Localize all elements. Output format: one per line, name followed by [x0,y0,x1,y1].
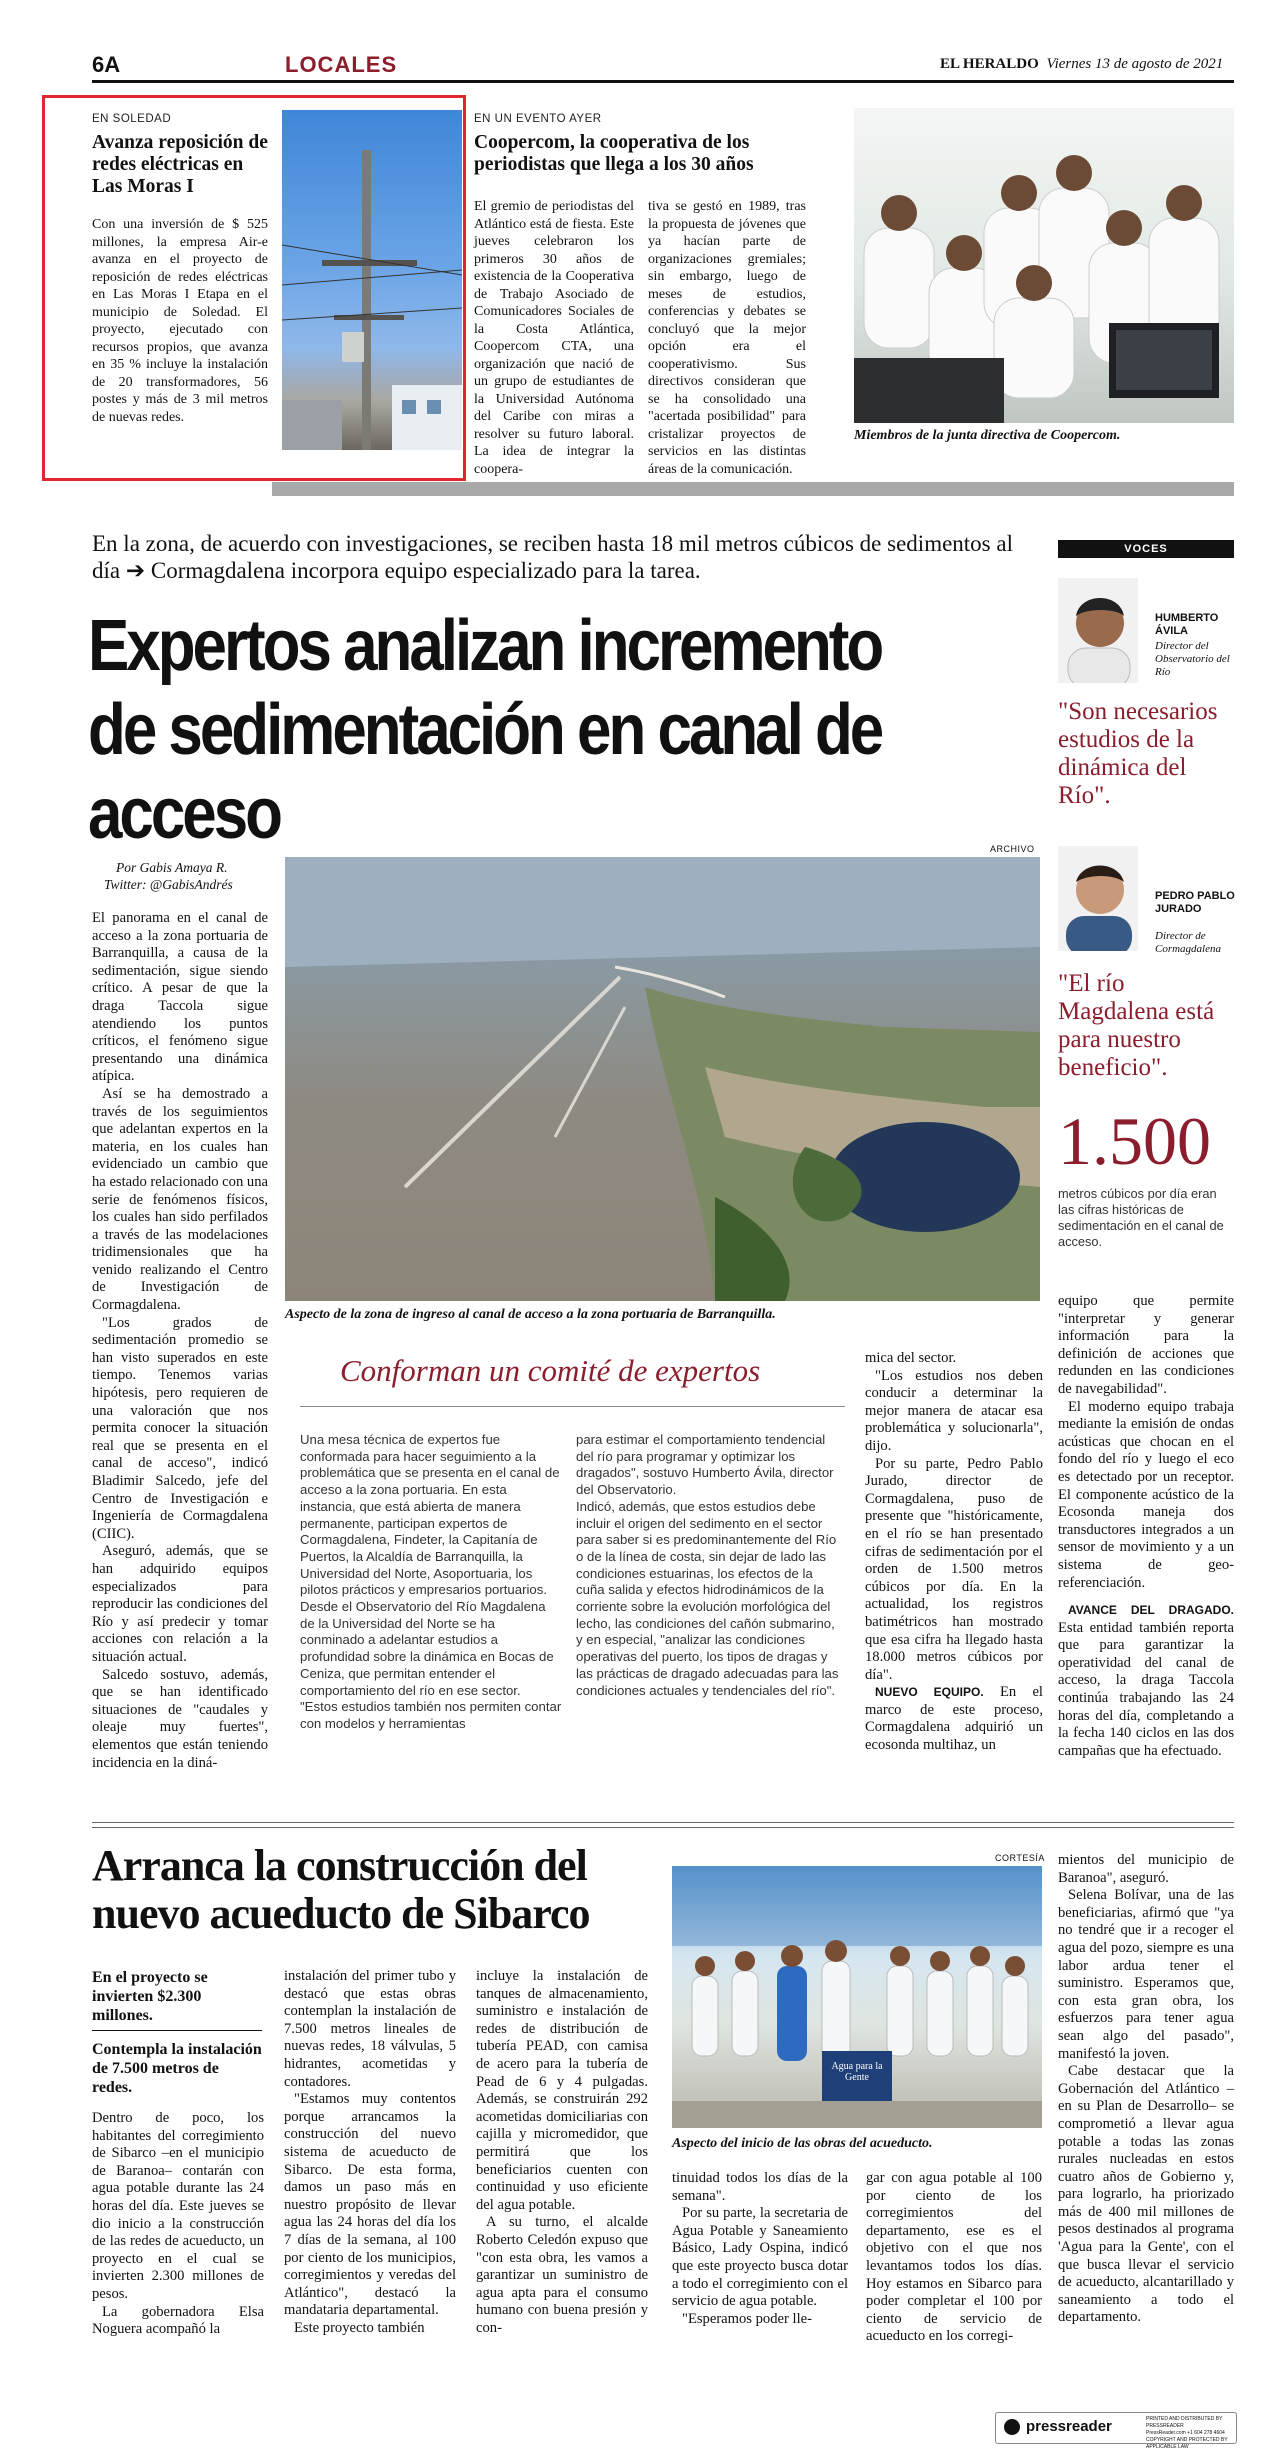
photo-credit-archivo: ARCHIVO [990,844,1035,854]
main-col3 [865,1350,1043,1755]
portrait-illustration [1058,578,1138,683]
box-title: Conforman un comité de expertos [340,1353,761,1388]
paragraph-tail: Esta entidad también reporta que para garantizar la operatividad del canal de acceso, la draga Taccola continúa trabajando las 24 horas del día, completando a la fecha 140 ciclos en las dos campañas que ha efectuado. [1058,1619,1234,1759]
page-number: 6A [92,52,121,77]
box-paragraph: para estimar el comportamiento tendencial del río para programar y optimizar los dragados", sostuvo Humberto Ávila, director del Observatorio. [576,1432,834,1498]
voces-quote-1: "Son necesarios estudios de la dinámica del Río". [1058,698,1218,809]
story3-deck1: En el proyecto se invierten $2.300 millones. [92,1969,208,2024]
note-line-3: COPYRIGHT AND PROTECTED BY APPLICABLE LAW [1146,2437,1228,2450]
paragraph: Por su parte, la secretaria de Agua Potable y Saneamiento Básico, Lady Ospina, indicó que este proyecto busca dotar a todo el corregimiento con el servicio de agua potable. [672,2205,848,2310]
sign-text: Agua para la Gente [831,2061,883,2083]
paragraph: equipo que permite "interpretar y generar información para la definición de acciones que redunden en las condiciones de navegabilidad". [1058,1293,1234,1397]
main-headline: Expertos analizan incremento de sedimentación en canal de acceso [88,606,882,854]
paragraph: Selena Bolívar, una de las beneficiarias, afirmó que "ya no tendré que ir a recoger el agua del pozo, siempre es una labor ardua tener el suministro. Esperamos que, con esta gran obra, los esfuerzos para tener agua sean algo del pasado", manifestó la joven. [1058,1887,1234,2062]
header-rule [92,80,1234,83]
paragraph: A su turno, el alcalde Roberto Celedón expuso que "con esta obra, les vamos a garantizar un suministro de agua apta para el consumo humano con buena presión y con- [476,2214,648,2336]
voces-stat: 1.500 [1058,1103,1211,1179]
story3-col2 [284,1968,456,2337]
pressreader-logo-icon [1004,2419,1020,2435]
pressreader-brand: pressreader [1026,2418,1112,2435]
box-paragraph: Indicó, además, que estos estudios debe incluir el origen del sedimento en el sector para saber si es predominantemente del Río o de la línea de costa, sin dejar de lado las condiciones estuarinas, los efectos de la cuña salida y efectos hidrodinámicos de la corriente sobre la evolución morfológica del lecho, las condiciones del cañón submarino, y en especial, "analizar las condiciones operativas del puerto, los tipos de dragas y las prácticas de dragado adecuadas para las condiciones actuales y tendenciales del río". [576,1498,839,1698]
note-line-2: PressReader.com +1 604 278 4604 [1146,2430,1225,2436]
lead-in: NUEVO EQUIPO. [875,1685,984,1700]
story3-col1 [92,2110,264,2339]
paragraph: Salcedo sostuvo, además, que se han identificado situaciones de "caudales y oleaje muy fuertes", elementos que están teniendo incidencia en la diná- [92,1666,268,1771]
story2-title: Coopercom, la cooperativa de los periodistas que llega a los 30 años [474,132,754,175]
story3-photo [672,1866,1042,2128]
paragraph: "Los grados de sedimentación promedio se han visto superados en este tiempo. Tenemos varias hipótesis, pero requieren de una valoración que nos permita conocer la situación real que se presenta en el canal de acceso", indicó Bladimir Salcedo, jefe del Centro de Investigación e Ingeniería de Cormagdalena (CIIC). [92,1314,268,1542]
story2-col2: tiva se gestó en 1989, tras la propuesta de jóvenes que ya hacían parte de organizaciones gremiales; sin embargo, luego de meses de estudios, conferencias y debates se concluyó que la mejor opción era el cooperativismo. Sus directivos consideran que se ha consolidado una "acertada posibilidad" para cristalizar proyectos de servicios en las distintas áreas de la comunicación. [648,199,806,477]
paragraph: El moderno equipo trabaja mediante la emisión de ondas acústicas que chocan en el fondo del río y luego el eco es detectado por un receptor. El componente acústico de la Ecosonda maneja dos transductores integrados a un sensor de movimiento y a un sistema de geo-referenciación. [1058,1398,1234,1591]
voces-quote-2: "El río Magdalena está para nuestro beneficio". [1058,970,1215,1081]
main-subhead: En la zona, de acuerdo con investigaciones, se reciben hasta 18 mil metros cúbicos de sedimentos al día ➔ Cormagdalena incorpora equipo especializado para la tarea. [92,531,1013,583]
main-photo [285,857,1040,1301]
lead-in: AVANCE DEL DRAGADO. [1068,1603,1234,1618]
voces-name-2: PEDRO PABLO JURADO [1155,890,1235,915]
utility-pole-illustration [282,110,462,450]
river-mouth-illustration [285,857,1040,1301]
box-col2 [576,1432,840,1699]
voces-stat-text: metros cúbicos por día eran las cifras históricas de sedimentación en el canal de acceso. [1058,1186,1224,1249]
story3-col4 [672,2170,848,2328]
story3-rule-top-2 [92,1827,1234,1828]
portrait-illustration [1058,846,1138,951]
story3-deck2: Contempla la instalación de 7.500 metros de redes. [92,2041,262,2096]
paragraph: El panorama en el canal de acceso a la zona portuaria de Barranquilla, a causa de la sedimentación, sigue siendo crítico. A pesar de que la draga Taccola sigue atendiendo los puntos críticos, el fenómeno sigue presentando una dinámica atípica. [92,910,268,1085]
deck-rule [92,2030,262,2031]
paragraph: gar con agua potable al 100 por ciento de los corregimientos del departamento, ese es el objetivo con el que nos levantamos todos los días. Hoy estamos en Sibarco para poder completar el 100 por ciento de servicio de acueducto en los corregi- [866,2170,1042,2345]
story2-photo [854,108,1234,423]
story3-headline: Arranca la construcción del nuevo acueducto de Sibarco [92,1841,590,1938]
paragraph: Por su parte, Pedro Pablo Jurado, director de Cormagdalena, puso de presente que "históricamente, en el río se han presentado cifras de sedimentación por el orden de 1.500 metros cúbicos por día. En la actualidad, los registros batimétricos han mostrado que esa cifra ha llegado hasta 18.000 metros cúbicos por día". [865,1455,1043,1683]
story2-caption: Miembros de la junta directiva de Coopercom. [854,428,1121,443]
box-rule [300,1406,845,1407]
paragraph: "Los estudios nos deben conducir a determinar la mejor manera de atacar esa problemática y solucionarla", dijo. [865,1367,1043,1454]
paragraph: La gobernadora Elsa Noguera acompañó la [92,2303,264,2338]
box-paragraph: Desde el Observatorio del Río Magdalena de la Universidad del Norte se ha conminado a adelantar estudios a profundidad sobre la dinámica en Bocas de Ceniza, que permitan entender el comportamiento del río en ese sector. [300,1599,554,1698]
paragraph: instalación del primer tubo y destacó que estas obras contemplan la instalación de 7.500 metros lineales de nuevas redes, 18 válvulas, 5 hidrantes, acometidas y contadores. [284,1968,456,2090]
box-col1 [300,1432,562,1733]
byline-name: Por Gabis Amaya R. [116,860,228,875]
paragraph: tinuidad todos los días de la semana". [672,2170,848,2204]
paragraph: mientos del municipio de Baranoa", aseguró. [1058,1852,1234,1886]
ceremony-illustration [672,1866,1042,2128]
paper-name: EL HERALDO [940,56,1039,72]
paragraph-tail: En el marco de este proceso, Cormagdalena adquirió un ecosonda multihaz, un [865,1684,1043,1754]
story2-col1: El gremio de periodistas del Atlántico está de fiesta. Este jueves celebraron los primeros 30 años de existencia de la Cooperativa de Trabajo Asociado de Comunicadores Sociales de la Costa Atlántica, Coopercom CTA, una organización que nació de un grupo de estudiantes de la Universidad Autónoma del Caribe con miras a resolver su futuro laboral. La idea de integrar la coopera- [474,199,634,477]
story3-rule-top [92,1822,1234,1823]
paragraph: incluye la instalación de tanques de almacenamiento, suministro e instalación de redes de distribución de tubería PEAD, con camisa de acero para la tubería de Pead de 6 y 4 pulgadas. Además, se construirán 292 acometidas domiciliarias con cajilla y micromedidor, que permitirá que los beneficiarios cuenten con continuidad y uso eficiente del agua potable. [476,1968,648,2213]
story3-col6 [1058,1852,1234,2327]
paragraph: mica del sector. [865,1350,957,1366]
voces-role-2: Director de Cormagdalena [1155,930,1221,955]
paragraph: Así se ha demostrado a través de los seguimientos que adelantan expertos en la materia, en los cuales han evidenciado un cambio que ha estado relacionado con una serie de fenómenos físicos, los cuales han sido perfilados a través de las modelaciones tridimensionales que ha venido realizando el Centro de Investigación de Cormagdalena. [92,1085,268,1314]
paragraph: Este proyecto también [294,2319,425,2336]
masthead-line [940,56,1223,73]
pressreader-note [1146,2416,1232,2451]
paragraph: Cabe destacar que la Gobernación del Atlántico –en su Plan de Desarrollo– se comprometió a llevar agua potable a todas las zonas rurales nucleadas en estos cuatro años de Gobierno y, para lograrlo, ha priorizado más de 400 mil millones de pesos destinados al programa 'Agua para la Gente', con el que busca llevar el servicio de acueducto, alcantarillado y saneamiento a todo el departamento. [1058,2063,1234,2326]
photo-credit-cortesia: CORTESÍA [995,1853,1045,1863]
story1-body: Con una inversión de $ 525 millones, la empresa Air-e avanza en el proyecto de reposición de redes eléctricas en Las Moras I Etapa en el municipio de Soledad. El proyecto, ejecutado con recursos propios, que avanza en 35 % incluye la instalación de 20 transformadores, 56 postes y más de 3 mil metros de nuevas redes. [92,217,268,425]
issue-date: Viernes 13 de agosto de 2021 [1046,56,1224,72]
story2-kicker: EN UN EVENTO AYER [474,113,602,125]
voces-label: VOCES [1058,540,1234,558]
paragraph: "Esperamos poder lle- [682,2310,812,2327]
box-paragraph: Una mesa técnica de expertos fue conformada para hacer seguimiento a la problemática que se presenta en el canal de acceso a la zona portuaria. En esta instancia, que está abierta de manera permanente, participan expertos de Cormagdalena, Findeter, la Capitanía de Puertos, la Alcaldía de Barranquilla, la Universidad del Norte, Asoportuaria, los pilotos prácticos y empresarios portuarios. [300,1432,560,1598]
paragraph: Dentro de poco, los habitantes del corregimiento de Sibarco –en el municipio de Baranoa– contarán con agua potable durante las 24 horas del día. Este jueves se dio inicio a la construcción de las redes de acueducto, un proyecto en el cual se invierten 2.300 millones de pesos. [92,2110,264,2302]
byline-author [116,860,228,876]
main-col4 [1058,1293,1234,1760]
paragraph: Aseguró, además, que se han adquirido equipos especializados para reproducir las condiciones del Río y así predecir y tomar acciones con relación a la situación actual. [92,1543,268,1665]
story3-col5 [866,2170,1042,2346]
paragraph [1058,1602,1234,1760]
section-name: LOCALES [285,52,398,77]
avatar-humberto [1058,578,1138,683]
note-line-1: PRINTED AND DISTRIBUTED BY PRESSREADER [1146,2416,1223,2429]
voces-name-1: HUMBERTO ÁVILA [1155,612,1219,637]
story3-col3 [476,1968,648,2337]
paragraph: "Estamos muy contentos porque arrancamos la construcción del nuevo sistema de acueducto de Sibarco. De esta forma, damos un paso más en nuestro propósito de llevar agua las 24 horas del día los 7 días de la semana, al 100 por ciento de los municipios, corregimientos y veredas del Atlántico", destacó la mandataria departamental. [284,2091,456,2319]
byline-twitter: Twitter: @GabisAndrés [104,877,233,892]
story1-kicker: EN SOLEDAD [92,113,172,125]
main-col1 [92,910,268,1772]
box-paragraph: "Estos estudios también nos permiten contar con modelos y herramientas [300,1699,562,1731]
story3-photo-caption: Aspecto del inicio de las obras del acueducto. [672,2136,933,2151]
group-photo-illustration [854,108,1234,423]
paragraph [865,1684,1043,1754]
story1-title: Avanza reposición de redes eléctricas en Las Moras I [92,132,268,197]
avatar-pedro [1058,846,1138,951]
story1-photo [282,110,462,450]
main-photo-caption: Aspecto de la zona de ingreso al canal de acceso a la zona portuaria de Barranquilla. [285,1307,776,1322]
pressreader-badge[interactable] [995,2412,1237,2450]
divider-band [272,482,1234,496]
voces-role-1: Director del Observatorio del Río [1155,640,1230,678]
